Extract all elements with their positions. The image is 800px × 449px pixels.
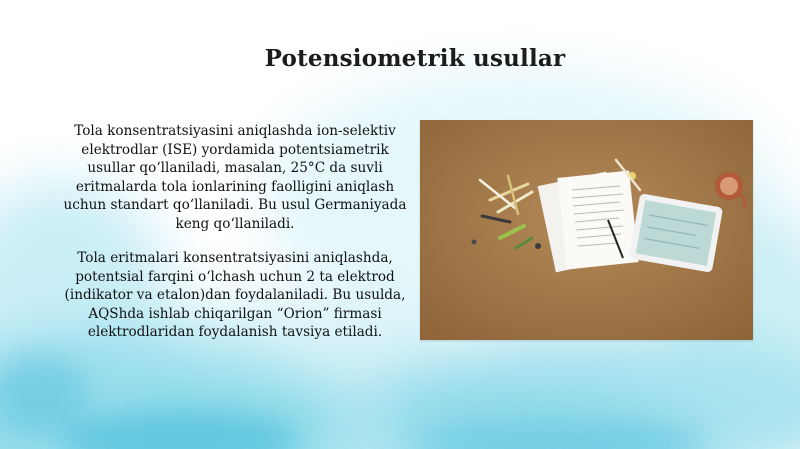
desk-photo (420, 120, 753, 340)
paragraph-1: Tola konsentratsiyasini aniqlashda ion-selektiv elektrodlar (ISE) yordamida potentsiametrik usullar qo‘llaniladi, masalan, 25°C da suvli eritmalarda tola ionlarining faolligini aniqlash uchun standart qo‘llaniladi. Bu usul Germaniyada keng qo‘llaniladi. (63, 123, 407, 232)
slide-title: Potensiometrik usullar (264, 45, 566, 73)
body-text (62, 122, 408, 342)
paragraph-2: Tola eritmalari konsentratsiyasini aniqlashda, potentsial farqini o‘lchash uchun 2 ta elektrod (indikator va etalon)dan foydalaniladi. Bu usulda, AQShda ishlab chiqarilgan “Orion” firmasi elektrodlaridan foydalanish tavsiya etiladi. (64, 250, 406, 340)
papers (538, 170, 639, 272)
